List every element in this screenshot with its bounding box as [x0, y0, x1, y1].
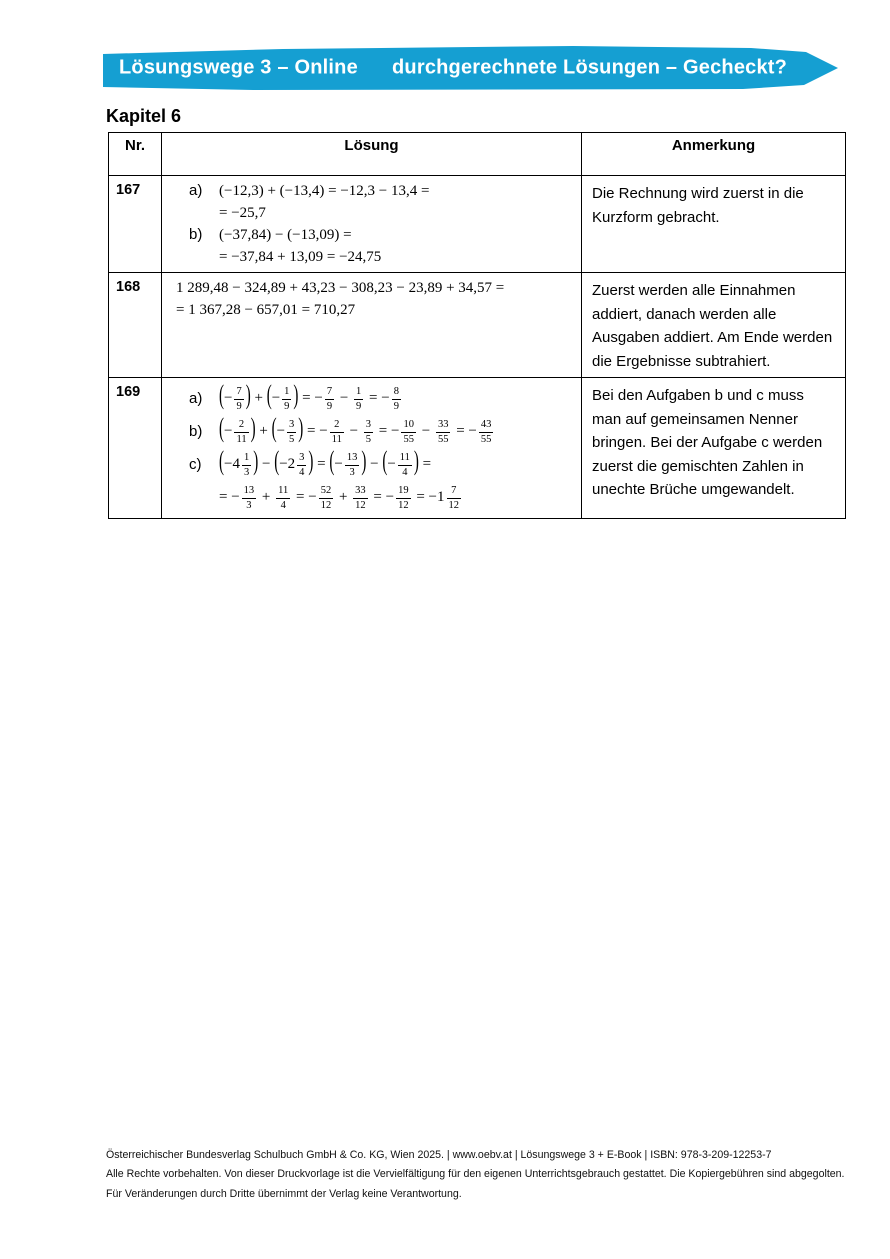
solution-item: [176, 382, 575, 415]
big-paren: (: [219, 381, 224, 411]
table-header: [109, 133, 846, 176]
fraction: [392, 386, 401, 411]
item-label: b): [189, 423, 203, 440]
fraction-denominator: 4: [299, 466, 305, 478]
fraction-denominator: 5: [365, 433, 372, 445]
solution-lines: [176, 277, 504, 321]
row-number-cell: 167: [109, 176, 162, 273]
solution-lines: [219, 382, 403, 415]
table-body: [109, 176, 846, 519]
header-nr: Nr.: [109, 133, 162, 176]
math-line: (−37,84) − (−13,09) =: [219, 227, 352, 243]
fraction-denominator: 9: [356, 400, 362, 412]
banner-title-right: durchgerechnete Lösungen – Gecheckt?: [392, 56, 788, 79]
fraction-numerator: 33: [437, 419, 449, 431]
fraction: [436, 419, 451, 444]
big-paren: ): [413, 447, 419, 477]
note-cell: Die Rechnung wird zuerst in die Kurzform gebracht.: [582, 176, 846, 273]
math-line: = 1 367,28 − 657,01 = 710,27: [176, 302, 356, 318]
fraction: [479, 419, 494, 444]
solution-cell: [162, 378, 582, 519]
big-paren: ): [298, 414, 304, 444]
big-paren: ): [361, 447, 367, 477]
big-paren: (: [266, 381, 272, 411]
fraction: [447, 485, 462, 510]
fraction-numerator: 19: [398, 485, 409, 497]
solution-item: [176, 277, 575, 321]
fraction-numerator: 3: [289, 419, 295, 431]
fraction-denominator: 12: [355, 499, 366, 511]
big-paren: (: [382, 447, 388, 477]
math-line: (−12,3) + (−13,4) = −12,3 − 13,4 =: [219, 183, 430, 199]
item-label: a): [189, 182, 203, 199]
math-line: 1 289,48 − 324,89 + 43,23 − 308,23 − 23,89 + 34,57 =: [176, 280, 505, 296]
solution-cell: [162, 273, 582, 378]
math-line: = −25,7: [219, 205, 266, 221]
imprint-line: Österreichischer Bundesverlag Schulbuch GmbH & Co. KG, Wien 2025. | www.oebv.at | Lösungswege 3 + E-Book | ISBN: 978-3-209-12253-7: [106, 1149, 772, 1161]
imprint-line: Für Veränderungen durch Dritte übernimmt der Verlag keine Verantwortung.: [106, 1187, 462, 1200]
big-paren: (: [271, 414, 277, 444]
fraction: [354, 386, 363, 411]
fraction-denominator: 3: [345, 465, 360, 478]
table-row: [109, 378, 846, 519]
note-cell: Bei den Aufgaben b und c muss man auf gemeinsamen Nenner bringen. Bei der Aufgabe c werden zuerst die gemischten Zahlen in unechte Brüche umgewandelt.: [582, 378, 846, 519]
table-row: [109, 273, 846, 378]
fraction-denominator: 11: [236, 433, 247, 445]
fraction-numerator: 7: [326, 386, 333, 398]
math-line: (−4 $\frac{1}{3}$ ) − (−2 $\frac{3}{4}$ ) = (− $\frac{13}{3}$ ) − (− $\frac{11}{4}$ ) =: [219, 448, 463, 481]
fraction-numerator: 33: [355, 485, 366, 497]
note-cell: Zuerst werden alle Einnahmen addiert, danach werden alle Ausgaben addiert. Am Ende werden die Ergebnisse subtrahiert.: [582, 273, 846, 378]
header-anmerkung: Anmerkung: [582, 133, 846, 176]
solution-item: [176, 224, 575, 268]
big-paren: ): [293, 381, 299, 411]
item-label: a): [189, 390, 203, 407]
item-label: c): [189, 456, 202, 473]
fraction-denominator: 9: [236, 400, 242, 412]
header-row: [109, 133, 846, 176]
row-number-cell: 168: [109, 273, 162, 378]
fraction-numerator: 2: [334, 419, 340, 431]
fraction-numerator: 1: [243, 452, 250, 464]
title-banner: [103, 46, 845, 90]
fraction-numerator: 8: [393, 386, 399, 398]
header-loesung: Lösung: [162, 133, 582, 176]
solution-item: [176, 448, 575, 514]
fraction: [282, 386, 291, 411]
fraction: [396, 485, 411, 510]
fraction-numerator: 2: [238, 419, 245, 431]
fraction-denominator: 9: [393, 400, 399, 412]
fraction-denominator: 12: [448, 499, 459, 511]
row-number-cell: 169: [109, 378, 162, 519]
big-paren: ): [253, 447, 259, 477]
fraction-denominator: 12: [398, 499, 409, 511]
fraction-numerator: 3: [365, 419, 372, 431]
imprint-line: Alle Rechte vorbehalten. Von dieser Druckvorlage ist die Vervielfältigung für den eigenen Unterrichtsgebrauch gestattet. Die Kopiergebühren sind abgegolten.: [106, 1168, 845, 1181]
fraction-denominator: 55: [437, 433, 449, 445]
table-row: [109, 176, 846, 273]
math-line: = −37,84 + 13,09 = −24,75: [219, 249, 382, 265]
solutions-table: [108, 132, 846, 519]
fraction-denominator: 4: [276, 498, 290, 511]
fraction-denominator: 55: [403, 433, 414, 445]
big-paren: (: [329, 447, 335, 477]
fraction-denominator: 11: [331, 433, 342, 445]
big-paren: ): [245, 381, 251, 411]
big-paren: ): [308, 447, 314, 477]
math-line: (− $\frac{7}{9}$ ) + (− $\frac{1}{9}$ ) = − $\frac{7}{9}$ − $\frac{1}{9}$ = − $\frac{8}{9}$: [219, 382, 403, 415]
solution-cell: [162, 176, 582, 273]
solution-item: [176, 415, 575, 448]
big-paren: (: [274, 447, 280, 477]
solution-lines: [219, 180, 429, 224]
fraction-numerator: 11: [278, 485, 289, 497]
fraction-numerator: 52: [320, 485, 332, 497]
math-line: = − $\frac{13}{3}$ + $\frac{11}{4}$ = − $\frac{52}{12}$ + $\frac{33}{12}$ = − $\frac{19}{12}$ = −1 $\frac{7}{12}$: [219, 485, 459, 511]
fraction: [325, 386, 334, 411]
fraction-numerator: 43: [480, 419, 492, 431]
fraction-numerator: 11: [399, 452, 410, 464]
fraction-numerator: 10: [403, 419, 414, 431]
fraction: [398, 452, 412, 477]
fraction-numerator: 3: [299, 452, 305, 464]
fraction: [345, 452, 360, 477]
fraction-denominator: 3: [243, 466, 250, 478]
fraction: [234, 386, 243, 411]
fraction-numerator: 13: [346, 452, 358, 464]
solution-lines: [219, 224, 381, 268]
fraction-denominator: 9: [326, 400, 333, 412]
fraction-numerator: 7: [451, 485, 457, 497]
banner-title-left: Lösungswege 3 – Online: [119, 56, 358, 79]
fraction-denominator: 12: [320, 499, 332, 511]
fraction-numerator: 7: [236, 386, 242, 398]
item-label: b): [189, 226, 203, 243]
big-paren: (: [219, 414, 224, 444]
solution-lines: [219, 448, 463, 514]
big-paren: ): [250, 414, 256, 444]
imprint-footer: [106, 1146, 866, 1204]
fraction-denominator: 4: [398, 465, 412, 478]
fraction-denominator: 3: [242, 498, 257, 511]
fraction-denominator: 5: [289, 433, 295, 445]
fraction-numerator: 1: [356, 386, 362, 398]
fraction-denominator: 55: [480, 433, 492, 445]
big-paren: (: [219, 447, 224, 477]
fraction-numerator: 1: [284, 386, 290, 398]
solution-item: [176, 180, 575, 224]
fraction-denominator: 9: [284, 400, 290, 412]
solution-lines: [219, 415, 495, 448]
math-line: (− $\frac{2}{11}$ ) + (− $\frac{3}{5}$ ) = − $\frac{2}{11}$ − $\frac{3}{5}$ = − $\frac{10}{55}$ − $\frac{33}{55}$ = − $\frac{43}{55}$: [219, 415, 495, 448]
chapter-heading: Kapitel 6: [106, 106, 182, 126]
fraction-numerator: 13: [243, 485, 255, 497]
